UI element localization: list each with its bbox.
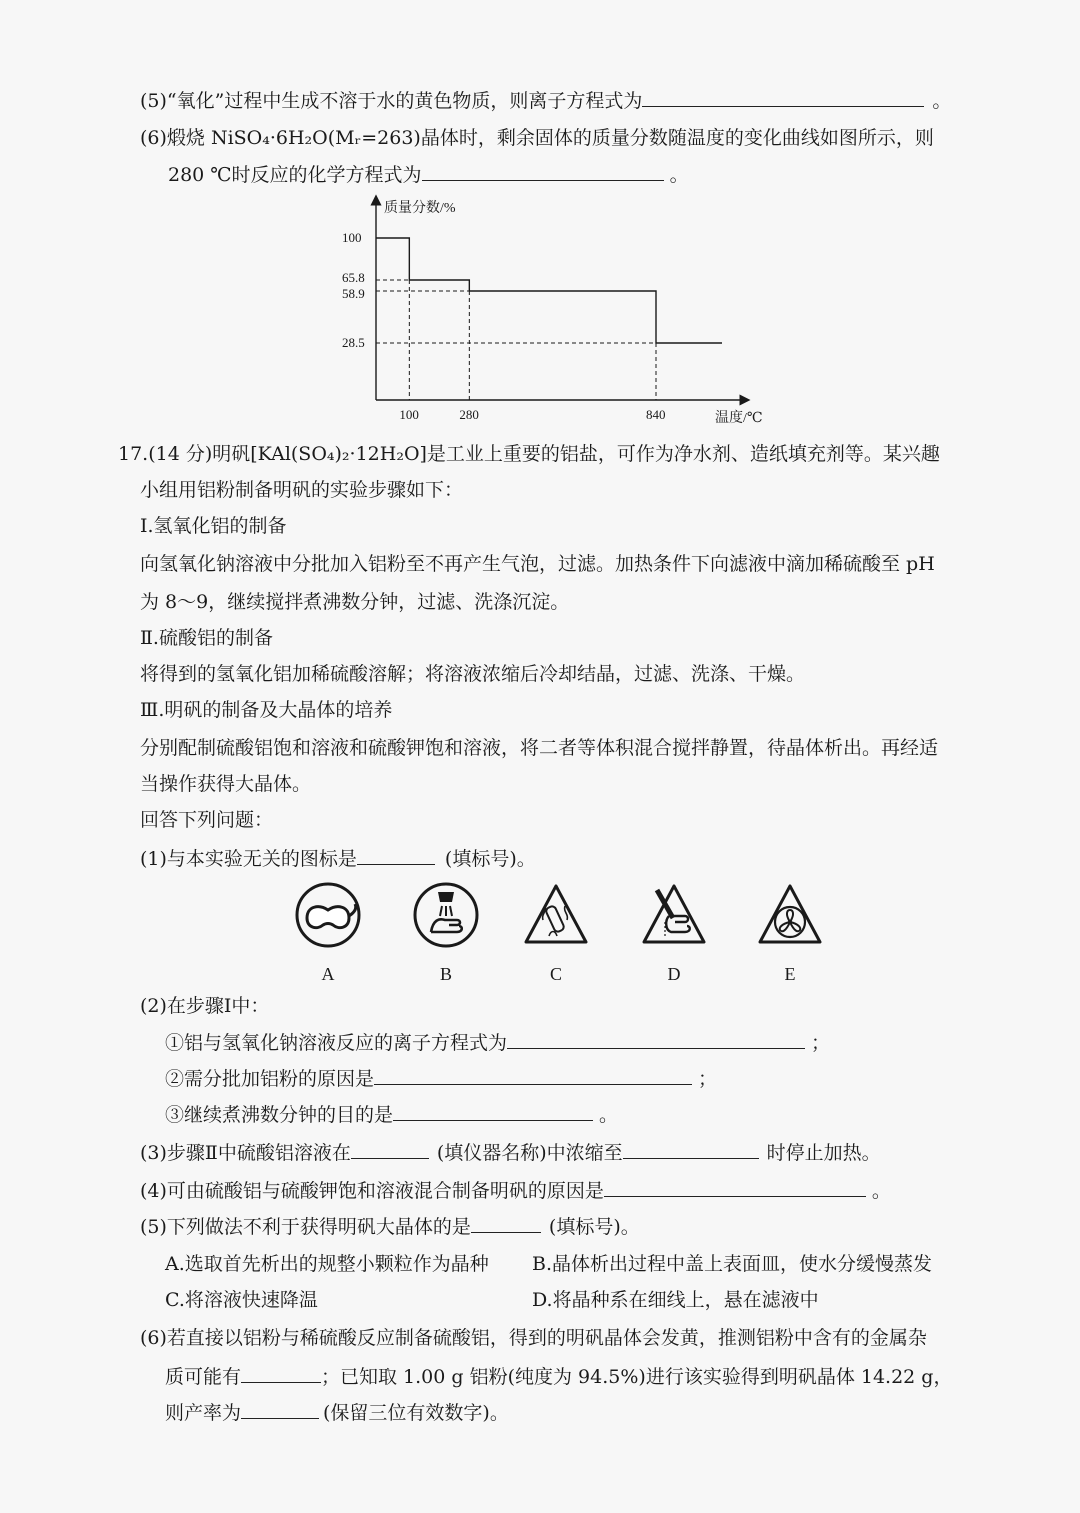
step1-line1: 向氢氧化钠溶液中分批加入铝粉至不再产生气泡，过滤。加热条件下向滤液中滴加稀硫酸至 pH [140,553,935,575]
answer-blank[interactable] [357,846,435,865]
q17-part3-text-c: 时停止加热。 [766,1142,881,1164]
icon-label-b: B [439,964,452,984]
q17-part3-text-b: (填仪器名称)中浓缩至 [436,1142,623,1164]
q17-part6-line1: (6)若直接以铝粉与稀硫酸反应制备硫酸铝，得到的明矾晶体会发黄，推测铝粉中含有的金属杂 [140,1327,927,1349]
icon-label-c: C [549,964,562,984]
step2-line1: 将得到的氢氧化铝加稀硫酸溶解；将溶液浓缩后冷却结晶，过滤、洗涤、干燥。 [140,663,806,685]
q16-part5-end: 。 [932,90,952,112]
icon-option-a [290,880,366,985]
answer-blank[interactable] [642,88,924,107]
q16-part5 [140,88,951,113]
icon-label-e: E [784,964,796,984]
q17-part6-line2 [165,1364,952,1389]
step1-title: Ⅰ.氢氧化铝的制备 [140,515,287,537]
q16-part6-line1: (6)煅烧 NiSO₄·6H₂O(Mᵣ=263)晶体时，剩余固体的质量分数随温度的变化曲线如图所示，则 [140,127,934,149]
q17-part6-line3 [165,1400,509,1425]
x-axis-label: 温度/℃ [715,411,763,426]
q17-part1-hint: (填标号)。 [444,848,536,870]
q17-part6-text-a: 质可能有 [165,1366,242,1388]
option-a: A.选取首先析出的规整小颗粒作为晶种 [165,1253,489,1275]
q17-part6-line3-hint: (保留三位有效数字)。 [323,1402,509,1424]
answer-blank[interactable] [241,1364,321,1383]
icon-option-b [408,880,484,985]
q17-intro-line2: 小组用铝粉制备明矾的实验步骤如下： [140,479,464,501]
icon-option-e [752,880,828,985]
q16-part6-end: 。 [669,164,689,186]
x-tick-label: 280 [459,407,479,422]
answer-blank[interactable] [374,1066,692,1085]
q17-part2-2-text: ②需分批加铝粉的原因是 [165,1068,375,1090]
q16-part5-text: (5)“氧化”过程中生成不溶于水的黄色物质，则离子方程式为 [140,90,643,112]
answer-blank[interactable] [422,162,664,181]
answer-blank[interactable] [471,1214,541,1233]
answer-blank[interactable] [507,1030,805,1049]
q17-intro-line1: 17.(14 分)明矾[KAl(SO₄)₂·12H₂O]是工业上重要的铝盐，可作为净水剂、造纸填充剂等。某兴趣 [118,443,940,465]
q17-part2-1-end: ； [811,1032,831,1054]
q17-part1 [140,846,536,871]
q17-part4-end: 。 [871,1180,891,1202]
q17-part2-3-end: 。 [599,1104,619,1126]
answer-blank[interactable] [393,1102,593,1121]
option-c: C.将溶液快速降温 [165,1289,318,1311]
answer-blank[interactable] [351,1140,429,1159]
y-tick-label: 65.8 [342,270,365,285]
sharp-object-icon [639,880,709,950]
step3-line1: 分别配制硫酸铝饱和溶液和硫酸钾饱和溶液，将二者等体积混合搅拌静置，待晶体析出。再经适 [140,737,939,759]
y-tick-label: 28.5 [342,335,365,350]
ventilation-fan-icon [755,880,825,950]
q17-part1-text: (1)与本实验无关的图标是 [140,848,357,870]
q17-part2-2 [165,1066,717,1091]
q17-part6-text-b: ；已知取 1.00 g 铝粉(纯度为 94.5%)进行该实验得到明矾晶体 14.22 g， [321,1366,953,1388]
q17-part5-hint: (填标号)。 [548,1216,640,1238]
q17-part3-text-a: (3)步骤Ⅱ中硫酸铝溶液在 [140,1142,351,1164]
q17-part6-line3-text: 则产率为 [165,1402,242,1424]
mass-fraction-chart [340,190,780,430]
heating-icon [521,880,591,950]
goggles-icon [293,880,363,950]
answer-prompt: 回答下列问题： [140,809,274,831]
x-tick-label: 840 [646,407,666,422]
icon-label-a: A [321,964,335,984]
q17-part3 [140,1140,881,1165]
q16-part6-text: 280 ℃时反应的化学方程式为 [168,164,422,186]
option-b: B.晶体析出过程中盖上表面皿，使水分缓慢蒸发 [532,1253,933,1275]
hand-wash-icon [411,880,481,950]
q17-part4 [140,1178,891,1203]
step1-line2: 为 8～9，继续搅拌煮沸数分钟，过滤、洗涤沉淀。 [140,591,570,613]
q17-part5-text: (5)下列做法不利于获得明矾大晶体的是 [140,1216,471,1238]
safety-icons-row [290,880,830,984]
answer-blank[interactable] [604,1178,866,1197]
q17-part2-1-text: ①铝与氢氧化钠溶液反应的离子方程式为 [165,1032,508,1054]
q17-part2-3 [165,1102,618,1127]
step2-title: Ⅱ.硫酸铝的制备 [140,627,273,649]
y-axis-label: 质量分数/% [384,201,456,216]
q17-part2-2-end: ； [698,1068,718,1090]
x-tick-label: 100 [399,407,419,422]
option-d: D.将晶种系在细线上，悬在滤液中 [532,1289,819,1311]
q17-part2-3-text: ③继续煮沸数分钟的目的是 [165,1104,394,1126]
icon-option-d [636,880,712,985]
answer-blank[interactable] [623,1140,759,1159]
q17-part2: (2)在步骤Ⅰ中： [140,995,270,1017]
q17-part2-1 [165,1030,830,1055]
step3-title: Ⅲ.明矾的制备及大晶体的培养 [140,699,393,721]
q16-part6-line2 [168,162,689,187]
y-tick-label: 100 [342,230,362,245]
q17-part5 [140,1214,640,1239]
icon-label-d: D [667,964,681,984]
answer-blank[interactable] [241,1400,319,1419]
icon-option-c [518,880,594,985]
y-tick-label: 58.9 [342,286,365,301]
q17-part4-text: (4)可由硫酸铝与硫酸钾饱和溶液混合制备明矾的原因是 [140,1180,604,1202]
step3-line2: 当操作获得大晶体。 [140,773,312,795]
